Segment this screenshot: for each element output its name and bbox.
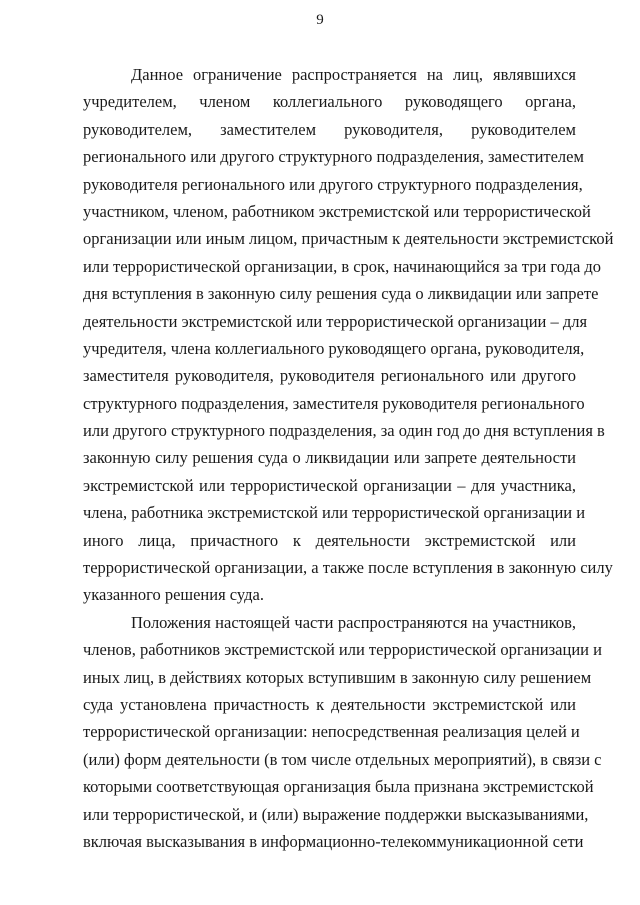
text-line: указанного решения суда. [83,585,264,605]
text-line: включая высказывания в информационно-телекоммуникационной сети [83,831,584,851]
text-line: руководителя регионального или другого структурного подразделения, [83,174,583,194]
text-line: террористической организации: непосредственная реализация целей и [83,722,580,742]
text-line: которыми соответствующая организация была признана экстремистской [83,777,594,797]
text-line: (или) форм деятельности (в том числе отдельных мероприятий), в связи с [83,749,602,769]
text-line: экстремистской или террористической организации – для участника, [83,475,576,495]
text-line: организации или иным лицом, причастным к деятельности экстремистской [83,229,614,249]
paragraph-1 [83,61,614,609]
text-line: иных лиц, в действиях которых вступившим в законную силу решением [83,667,592,687]
text-line: законную силу решения суда о ликвидации или запрете деятельности [83,448,576,468]
text-line: или другого структурного подразделения, за один год до дня вступления в [83,421,605,441]
text-line: Положения настоящей части распространяются на участников, [131,612,576,632]
text-line: Данное ограничение распространяется на лиц, являвшихся [131,65,576,84]
text-line: или террористической организации, в срок, начинающийся за три года до [83,256,602,276]
text-line: членов, работников экстремистской или террористической организации и [83,640,602,660]
text-line: участником, членом, работником экстремистской или террористической [83,201,591,221]
paragraph-2 [83,609,602,856]
text-line: руководителем, заместителем руководителя, руководителем [83,119,576,139]
document-body [83,61,614,855]
text-line: или террористической, и (или) выражение поддержки высказываниями, [83,804,589,824]
text-line: террористической организации, а также после вступления в законную силу [83,558,613,578]
page-number: 9 [316,12,324,28]
text-line: дня вступления в законную силу решения суда о ликвидации или запрете [83,284,599,304]
text-line: учредителем, членом коллегиального руководящего органа, [83,92,576,112]
text-line: члена, работника экстремистской или террористической организации и [83,503,586,523]
text-line: суда установлена причастность к деятельности экстремистской или [83,694,576,714]
text-line: заместителя руководителя, руководителя регионального или другого [83,366,576,386]
text-line: регионального или другого структурного подразделения, заместителем [83,147,584,167]
text-line: деятельности экстремистской или террористической организации – для [83,311,588,331]
text-line: учредителя, члена коллегиального руководящего органа, руководителя, [83,338,585,358]
text-line: иного лица, причастного к деятельности экстремистской или [83,530,576,550]
text-line: структурного подразделения, заместителя руководителя регионального [83,393,585,413]
